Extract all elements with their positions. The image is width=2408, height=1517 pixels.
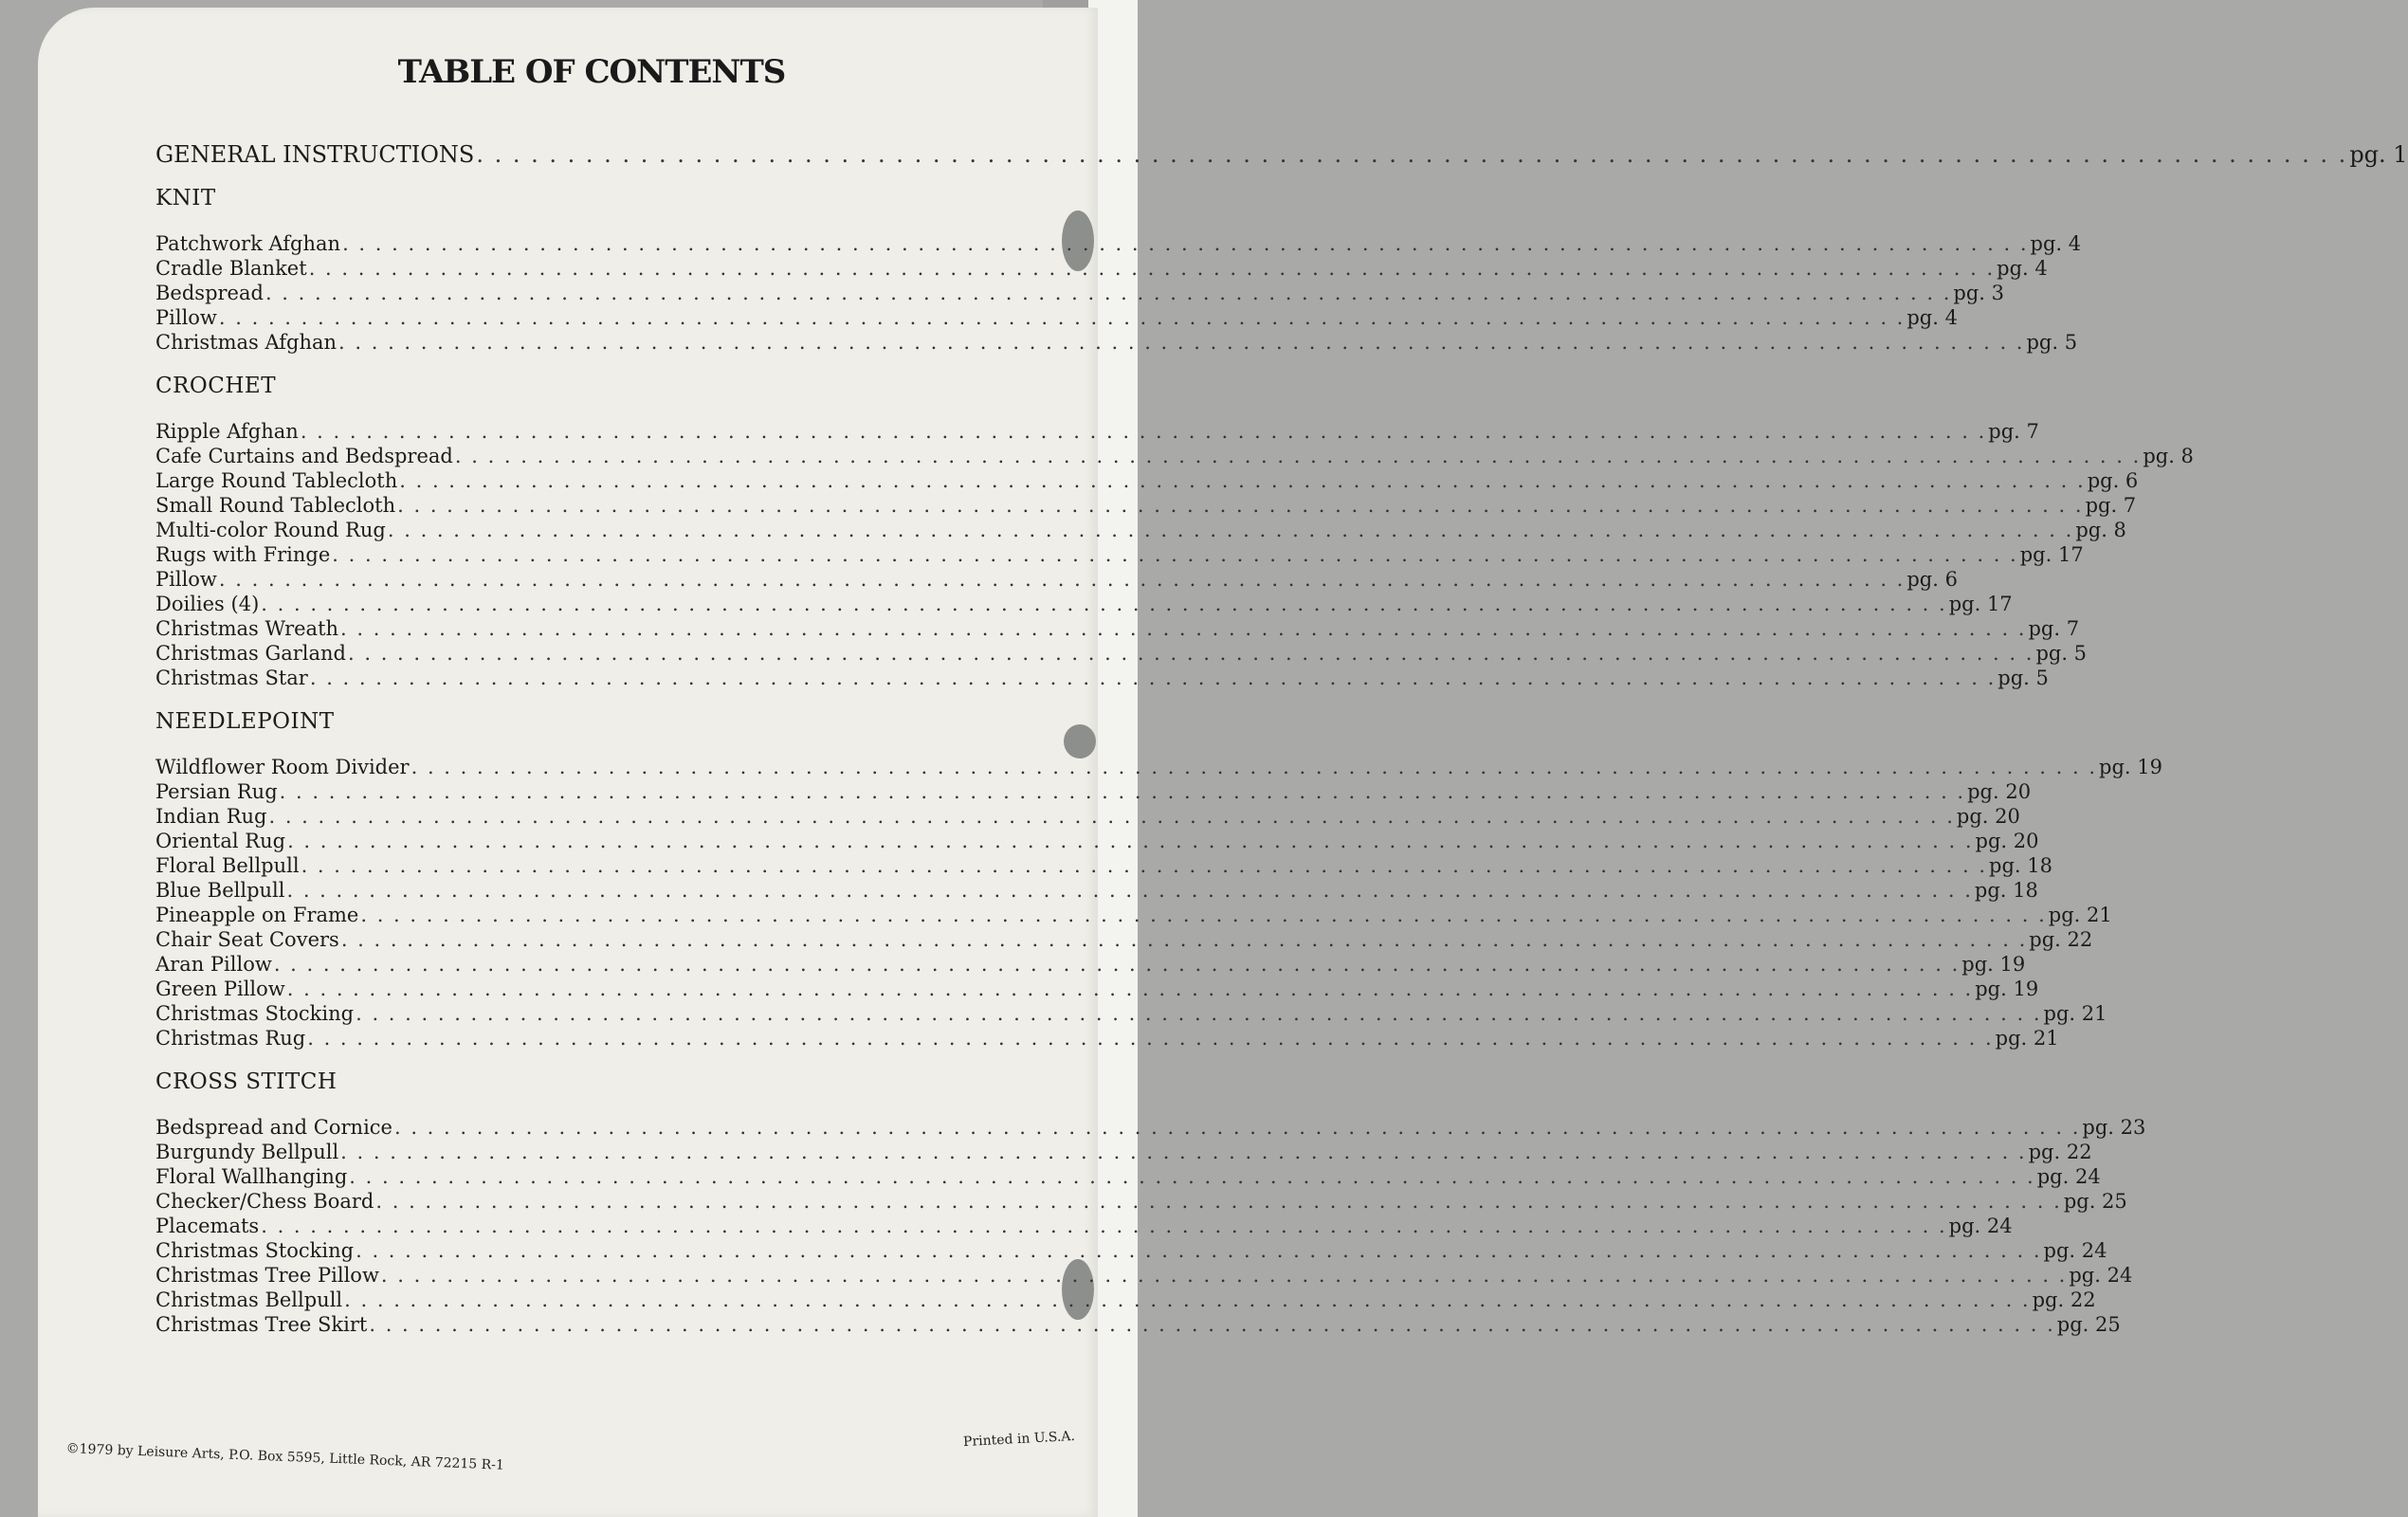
toc-item-page: pg. 17: [1948, 593, 2013, 615]
leader-dots: [344, 1288, 2030, 1312]
toc-item-page: pg. 6: [2087, 469, 2139, 492]
leader-dots: [219, 567, 1905, 592]
leader-dots: [356, 1001, 2041, 1026]
toc-item-page: pg. 19: [1961, 953, 2026, 976]
toc-item-page: pg. 6: [1906, 568, 1958, 591]
toc-row: [155, 829, 2039, 853]
leader-dots: [476, 142, 2347, 167]
toc-item-page: pg. 22: [2032, 1289, 2096, 1311]
leader-dots: [348, 641, 2034, 666]
copyright-notice: ©1979 by Leisure Arts, P.O. Box 5595, Little Rock, AR 72215 R-1: [65, 1441, 505, 1473]
leader-dots: [219, 305, 1905, 330]
toc-item-label: Oriental Rug: [155, 830, 286, 852]
toc-item-page: pg. 1: [2349, 141, 2408, 168]
leader-dots: [381, 1263, 2067, 1288]
toc-item-page: pg. 21: [2048, 904, 2112, 926]
toc-row: [155, 1288, 2096, 1312]
toc-row: [155, 977, 2039, 1001]
toc-row: [155, 419, 2039, 444]
leader-dots: [261, 592, 1946, 616]
toc-row: [155, 1238, 2107, 1263]
toc-row: [155, 666, 2049, 690]
toc-item-label: Large Round Tablecloth: [155, 469, 398, 492]
toc-item-page: pg. 4: [1906, 306, 1958, 329]
toc-item-label: Chair Seat Covers: [155, 928, 339, 951]
toc-row: [155, 616, 2080, 641]
toc-item-label: Green Pillow: [155, 978, 285, 1000]
printed-notice: Printed in U.S.A.: [962, 1428, 1076, 1451]
toc-row: [155, 444, 2194, 468]
toc-item-label: Christmas Wreath: [155, 617, 339, 640]
toc-item-label: Checker/Chess Board: [155, 1190, 374, 1213]
leader-dots: [455, 444, 2141, 468]
binder-hole-middle: [1064, 724, 1096, 758]
toc-item-label: Christmas Tree Pillow: [155, 1264, 379, 1287]
section-title: KNIT: [155, 186, 216, 210]
leader-dots: [309, 256, 1995, 281]
leader-dots: [356, 1238, 2041, 1263]
leader-dots: [261, 1214, 1946, 1238]
toc-item-label: Rugs with Fringe: [155, 543, 331, 566]
toc-item-page: pg. 4: [1997, 257, 2048, 280]
leader-dots: [287, 977, 1973, 1001]
leader-dots: [340, 1140, 2026, 1164]
leader-dots: [301, 419, 1986, 444]
toc-item-label: Christmas Star: [155, 667, 308, 689]
toc-row: [155, 592, 2013, 616]
toc-item-label: Pillow: [155, 568, 217, 591]
toc-item-page: pg. 7: [2028, 617, 2080, 640]
toc-row: [155, 1140, 2092, 1164]
section-title: NEEDLEPOINT: [155, 709, 335, 734]
document-page: [38, 8, 2408, 1517]
toc-item-label: Blue Bellpull: [155, 879, 285, 902]
toc-row: [155, 1001, 2107, 1026]
toc-item-page: pg. 3: [1953, 282, 2004, 304]
leader-dots: [332, 542, 2017, 567]
toc-row: [155, 779, 2032, 804]
leader-dots: [388, 518, 2073, 542]
toc-row: [155, 1026, 2059, 1051]
leader-dots: [274, 952, 1960, 977]
leader-dots: [310, 666, 1996, 690]
toc-row: [155, 853, 2052, 878]
toc-row: [155, 1214, 2013, 1238]
toc-row: [155, 804, 2020, 829]
toc-row: [155, 903, 2112, 927]
leader-dots: [268, 804, 1954, 829]
toc-row: [155, 518, 2126, 542]
toc-item-page: pg. 19: [2099, 756, 2162, 778]
toc-item-label: Indian Rug: [155, 805, 267, 828]
toc-row: [155, 468, 2139, 493]
toc-row: [155, 1164, 2101, 1189]
toc-item-label: Doilies (4): [155, 593, 260, 615]
toc-item-page: pg. 19: [1975, 978, 2039, 1000]
toc-row: [155, 878, 2038, 903]
leader-dots: [399, 468, 2085, 493]
toc-item-label: Christmas Bellpull: [155, 1289, 343, 1311]
toc-row: [155, 1312, 2121, 1337]
toc-item-label: Pillow: [155, 306, 217, 329]
toc-item-label: Burgundy Bellpull: [155, 1141, 339, 1163]
toc-item-label: GENERAL INSTRUCTIONS: [155, 141, 475, 168]
leader-dots: [397, 493, 2083, 518]
leader-dots: [394, 1115, 2080, 1140]
toc-row-general-instructions: [155, 141, 2408, 168]
toc-item-label: Aran Pillow: [155, 953, 272, 976]
toc-item-label: Small Round Tablecloth: [155, 494, 396, 517]
toc-item-label: Bedspread: [155, 282, 264, 304]
toc-item-label: Persian Rug: [155, 780, 278, 803]
toc-item-label: Placemats: [155, 1215, 260, 1237]
toc-item-page: pg. 20: [1956, 805, 2020, 828]
leader-dots: [375, 1189, 2061, 1214]
toc-item-page: pg. 21: [2043, 1002, 2107, 1025]
leader-dots: [411, 755, 2097, 779]
leader-dots: [341, 927, 2027, 952]
leader-dots: [301, 853, 1987, 878]
section-title: CROCHET: [155, 374, 277, 398]
toc-item-page: pg. 24: [2043, 1239, 2107, 1262]
toc-item-label: Floral Wallhanging: [155, 1165, 348, 1188]
toc-row: [155, 641, 2088, 666]
toc-item-page: pg. 8: [2075, 519, 2126, 541]
toc-item-page: pg. 18: [1974, 879, 2038, 902]
toc-item-page: pg. 8: [2143, 445, 2194, 467]
leader-dots: [280, 779, 1965, 804]
toc-item-page: pg. 23: [2082, 1116, 2146, 1139]
leader-dots: [286, 878, 1972, 903]
toc-item-label: Wildflower Room Divider: [155, 756, 410, 778]
toc-item-label: Floral Bellpull: [155, 854, 300, 877]
leader-dots: [349, 1164, 2034, 1189]
toc-item-label: Christmas Tree Skirt: [155, 1313, 368, 1336]
toc-item-page: pg. 5: [2026, 331, 2078, 354]
toc-item-page: pg. 25: [2063, 1190, 2127, 1213]
toc-item-label: Christmas Garland: [155, 642, 346, 665]
toc-row: [155, 330, 2078, 355]
toc-item-page: pg. 20: [1975, 830, 2039, 852]
section-title: CROSS STITCH: [155, 1069, 337, 1094]
toc-row: [155, 231, 2082, 256]
toc-item-label: Cafe Curtains and Bedspread: [155, 445, 453, 467]
toc-item-page: pg. 24: [1948, 1215, 2013, 1237]
toc-item-page: pg. 7: [1988, 420, 2039, 443]
page-title: TABLE OF CONTENTS: [397, 53, 786, 91]
toc-row: [155, 281, 2004, 305]
toc-item-label: Christmas Afghan: [155, 331, 337, 354]
leader-dots: [307, 1026, 1993, 1051]
toc-item-page: pg. 21: [1995, 1027, 2059, 1050]
leader-dots: [369, 1312, 2054, 1337]
leader-dots: [287, 829, 1973, 853]
toc-item-label: Pineapple on Frame: [155, 904, 359, 926]
toc-row: [155, 755, 2162, 779]
table-of-contents: [155, 141, 2408, 1337]
toc-row: [155, 256, 2048, 281]
toc-item-page: pg. 5: [1998, 667, 2049, 689]
leader-dots: [360, 903, 2046, 927]
toc-item-label: Christmas Rug: [155, 1027, 306, 1050]
toc-item-page: pg. 22: [2028, 1141, 2092, 1163]
toc-item-page: pg. 24: [2036, 1165, 2101, 1188]
leader-dots: [342, 231, 2028, 256]
toc-item-page: pg. 4: [2030, 232, 2082, 255]
toc-item-label: Christmas Stocking: [155, 1239, 355, 1262]
leader-dots: [338, 330, 2024, 355]
toc-item-label: Patchwork Afghan: [155, 232, 341, 255]
toc-row: [155, 542, 2084, 567]
toc-row: [155, 1263, 2133, 1288]
toc-row: [155, 927, 2093, 952]
toc-row: [155, 1189, 2127, 1214]
leader-dots: [265, 281, 1951, 305]
toc-item-label: Multi-color Round Rug: [155, 519, 386, 541]
toc-item-page: pg. 20: [1967, 780, 2032, 803]
toc-item-page: pg. 5: [2035, 642, 2088, 665]
toc-item-label: Cradle Blanket: [155, 257, 307, 280]
toc-row: [155, 952, 2026, 977]
toc-item-label: Bedspread and Cornice: [155, 1116, 392, 1139]
toc-row: [155, 305, 1958, 330]
toc-item-label: Ripple Afghan: [155, 420, 299, 443]
toc-row: [155, 1115, 2146, 1140]
toc-item-page: pg. 25: [2056, 1313, 2121, 1336]
toc-item-label: Christmas Stocking: [155, 1002, 355, 1025]
toc-row: [155, 567, 1958, 592]
toc-item-page: pg. 24: [2069, 1264, 2133, 1287]
toc-item-page: pg. 22: [2029, 928, 2093, 951]
toc-item-page: pg. 18: [1989, 854, 2052, 877]
toc-item-page: pg. 7: [2085, 494, 2137, 517]
leader-dots: [340, 616, 2026, 641]
toc-item-page: pg. 17: [2019, 543, 2084, 566]
toc-row: [155, 493, 2137, 518]
